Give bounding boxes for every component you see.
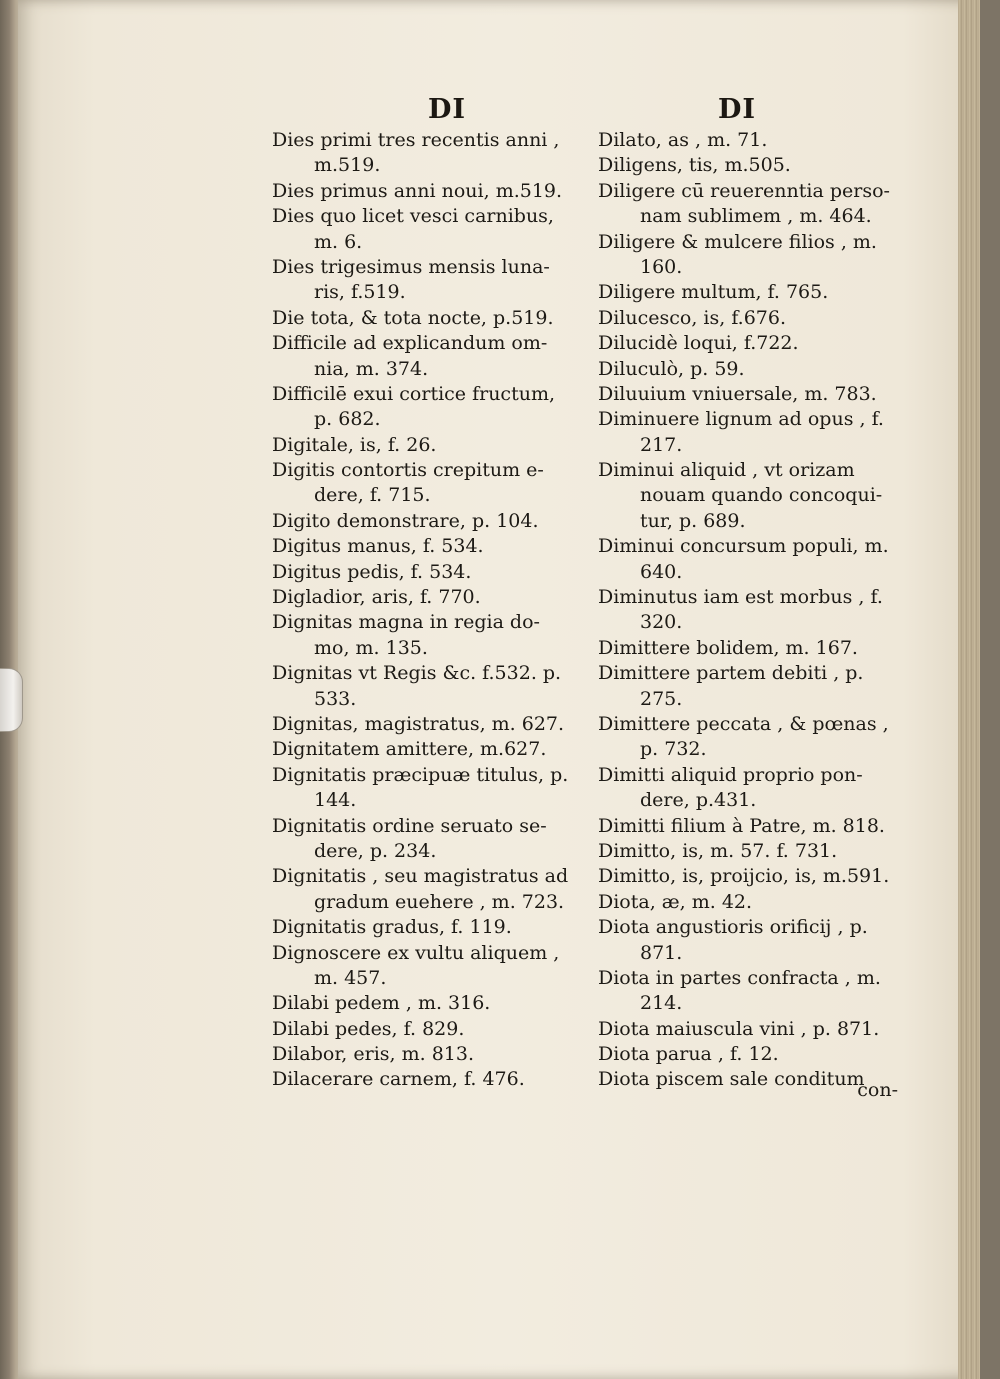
left-running-header: DI: [428, 94, 467, 125]
left-index-column: [272, 128, 592, 1093]
index-entry-line: Diligere & mulcere filios , m.: [598, 230, 877, 253]
page-clip: [0, 668, 23, 732]
index-entry-line: Dimittere peccata , & pœnas ,: [598, 712, 889, 735]
index-entry-line: Dignitatis præcipuæ titulus, p.: [272, 763, 569, 786]
index-entry-line: Dimitto, is, m. 57. f. 731.: [598, 839, 838, 862]
index-entry-line: Digito demonstrare, p. 104.: [272, 509, 539, 532]
index-entry-line: nouam quando concoqui-: [640, 484, 883, 507]
index-entry-line: m. 6.: [314, 230, 363, 253]
index-entry-line: Diota, æ, m. 42.: [598, 890, 753, 913]
index-entry-line: Dignoscere ex vultu aliquem ,: [272, 941, 560, 964]
index-entry-line: Diota in partes confracta , m.: [598, 966, 881, 989]
right-running-header: DI: [718, 94, 757, 125]
index-entry-line: Dignitas vt Regis &c. f.532. p.: [272, 662, 562, 685]
index-entry-line: Digitale, is, f. 26.: [272, 433, 437, 456]
index-entry-line: Diminui concursum populi, m.: [598, 535, 889, 558]
index-entry-line: tur, p. 689.: [640, 509, 746, 532]
index-entry-line: 320.: [640, 611, 683, 634]
index-entry-line: Diligere cū reuerenntia perso-: [598, 179, 890, 202]
index-entry-line: Diligens, tis, m.505.: [598, 154, 791, 177]
index-entry-line: p. 682.: [314, 408, 381, 431]
index-entry-line: Dimitto, is, proijcio, is, m.591.: [598, 865, 890, 888]
index-entry-line: Diota angustioris orificij , p.: [598, 916, 868, 939]
index-entry-line: Difficile ad explicandum om-: [272, 332, 548, 355]
index-entry-line: Dilucesco, is, f.676.: [598, 306, 787, 329]
index-entry-line: nam sublimem , m. 464.: [640, 205, 872, 228]
index-entry-line: Dilabi pedem , m. 316.: [272, 992, 491, 1015]
index-entry-line: dere, p. 234.: [314, 839, 437, 862]
index-entry-line: Dilabi pedes, f. 829.: [272, 1017, 465, 1040]
index-entry-line: Dimitti aliquid proprio pon-: [598, 763, 863, 786]
index-entry-line: Dimittere bolidem, m. 167.: [598, 636, 858, 659]
index-entry-line: Dilato, as , m. 71.: [598, 129, 768, 151]
index-entry-line: Dignitatis gradus, f. 119.: [272, 916, 512, 939]
index-entry-line: nia, m. 374.: [314, 357, 429, 380]
index-entry-line: Diota parua , f. 12.: [598, 1043, 779, 1066]
index-entry-line: Diligere multum, f. 765.: [598, 281, 829, 304]
index-entry-line: m.519.: [314, 154, 381, 177]
index-entry-line: p. 732.: [640, 738, 707, 761]
index-entry-line: Dies primus anni noui, m.519.: [272, 179, 563, 202]
index-entry-line: Dignitatis , seu magistratus ad: [272, 865, 569, 888]
index-entry-line: 144.: [314, 789, 357, 812]
index-entry-line: Digitus manus, f. 534.: [272, 535, 484, 558]
index-entry-line: Dignitatem amittere, m.627.: [272, 738, 547, 761]
index-entry-line: Diminui aliquid , vt orizam: [598, 459, 855, 482]
index-entry-line: Dignitatis ordine seruato se-: [272, 814, 547, 837]
index-entry-line: dere, p.431.: [640, 789, 757, 812]
index-entry-line: Digitus pedis, f. 534.: [272, 560, 472, 583]
index-entry-line: 533.: [314, 687, 357, 710]
index-entry-line: 275.: [640, 687, 683, 710]
index-entry-line: dere, f. 715.: [314, 484, 431, 507]
index-entry-line: Die tota, & tota nocte, p.519.: [272, 306, 554, 329]
index-entry-line: Diluculò, p. 59.: [598, 357, 745, 380]
index-entry-line: Diminuere lignum ad opus , f.: [598, 408, 884, 431]
index-entry-line: Diluuium vniuersale, m. 783.: [598, 382, 877, 405]
index-entry-line: Dimittere partem debiti , p.: [598, 662, 864, 685]
index-entry-line: Diota maiuscula vini , p. 871.: [598, 1017, 880, 1040]
index-entry-line: Digladior, aris, f. 770.: [272, 586, 481, 609]
right-index-column: [598, 128, 928, 1093]
index-entry-line: Dilacerare carnem, f. 476.: [272, 1068, 525, 1091]
index-entry-line: Dignitas magna in regia do-: [272, 611, 540, 634]
index-entry-line: Digitis contortis crepitum e-: [272, 459, 544, 482]
index-entry-line: 214.: [640, 992, 683, 1015]
index-entry-line: Dies primi tres recentis anni ,: [272, 129, 560, 151]
index-entry-line: Dies quo licet vesci carnibus,: [272, 205, 554, 228]
index-entry-line: Dignitas, magistratus, m. 627.: [272, 712, 565, 735]
index-entry-line: Dies trigesimus mensis luna-: [272, 255, 550, 278]
page-stack-edge: [958, 0, 980, 1379]
index-entry-line: 871.: [640, 941, 683, 964]
index-entry-line: Dimitti filium à Patre, m. 818.: [598, 814, 885, 837]
index-entry-line: Diminutus iam est morbus , f.: [598, 586, 883, 609]
index-entry-line: Diota piscem sale conditum: [598, 1068, 865, 1091]
index-entry-line: Dilabor, eris, m. 813.: [272, 1043, 475, 1066]
index-entry-line: Difficilē exui cortice fructum,: [272, 382, 555, 405]
index-entry-line: 160.: [640, 255, 683, 278]
index-entry-line: m. 457.: [314, 966, 387, 989]
index-entry-line: ris, f.519.: [314, 281, 406, 304]
index-entry-line: Dilucidè loqui, f.722.: [598, 332, 799, 355]
index-entry-line: mo, m. 135.: [314, 636, 428, 659]
index-entry-line: gradum euehere , m. 723.: [314, 890, 565, 913]
index-entry-line: 640.: [640, 560, 683, 583]
index-entry-line: 217.: [640, 433, 683, 456]
catchword: con-: [857, 1079, 898, 1101]
